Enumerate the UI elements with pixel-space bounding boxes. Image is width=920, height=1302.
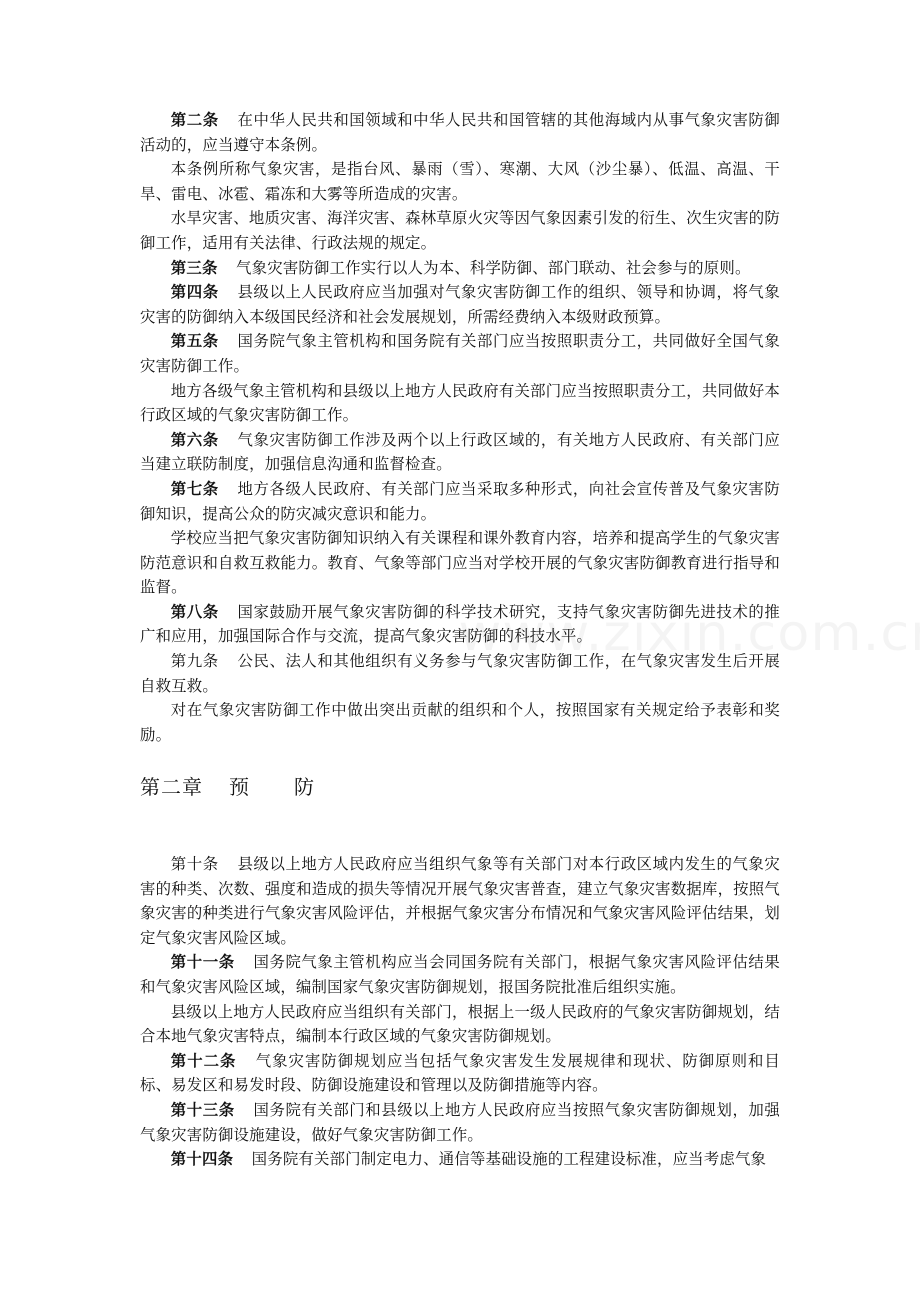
paragraph xyxy=(140,379,780,428)
article-text: 国务院有关部门和县级以上地方人民政府应当按照气象灾害防御规划，加强气象灾害防御设施建设，做好气象灾害防御工作。 xyxy=(140,1100,780,1144)
paragraph xyxy=(140,1098,780,1147)
paragraph xyxy=(140,1000,780,1049)
paragraph xyxy=(140,428,780,477)
paragraph xyxy=(140,649,780,698)
article-label: 第三条 xyxy=(170,258,218,277)
article-text: 水旱灾害、地质灾害、海洋灾害、森林草原火灾等因气象因素引发的衍生、次生灾害的防御工作，适用有关法律、行政法规的规定。 xyxy=(140,209,780,252)
article-label: 第六条 xyxy=(170,430,219,449)
chapter-title-char: 预 xyxy=(229,775,250,799)
paragraph xyxy=(140,698,780,747)
paragraph xyxy=(140,477,780,526)
article-label: 第十二条 xyxy=(170,1051,237,1070)
paragraph xyxy=(140,329,780,378)
article-label: 第十一条 xyxy=(170,953,235,972)
article-label: 第二条 xyxy=(170,111,219,129)
paragraph xyxy=(140,1049,780,1098)
article-label: 第四条 xyxy=(170,283,219,302)
article-label: 第五条 xyxy=(170,332,219,351)
article-text: 国务院气象主管机构和国务院有关部门应当按照职责分工，共同做好全国气象灾害防御工作。 xyxy=(140,332,780,375)
paragraph xyxy=(140,1147,780,1172)
article-label: 第八条 xyxy=(170,602,219,621)
article-text: 县级以上人民政府应当加强对气象灾害防御工作的组织、领导和协调，将气象灾害的防御纳入本级国民经济和社会发展规划，所需经费纳入本级财政预算。 xyxy=(140,283,780,326)
article-text: 公民、法人和其他组织有义务参与气象灾害防御工作，在气象灾害发生后开展自救互救。 xyxy=(140,652,780,695)
section-general-provisions xyxy=(140,108,780,747)
article-label: 第七条 xyxy=(170,479,219,498)
chapter-title-char: 防 xyxy=(294,775,315,799)
paragraph xyxy=(140,206,780,255)
article-text: 地方各级气象主管机构和县级以上地方人民政府有关部门应当按照职责分工，共同做好本行政区域的气象灾害防御工作。 xyxy=(140,381,780,425)
article-label: 第十三条 xyxy=(170,1100,235,1119)
paragraph xyxy=(140,852,780,950)
article-label: 第十条 xyxy=(170,855,219,873)
paragraph xyxy=(140,157,780,206)
article-text: 对在气象灾害防御工作中做出突出贡献的组织和个人，按照国家有关规定给予表彰和奖励。 xyxy=(140,701,780,744)
paragraph xyxy=(140,108,780,157)
paragraph xyxy=(140,950,780,999)
article-text: 国家鼓励开展气象灾害防御的科学技术研究，支持气象灾害防御先进技术的推广和应用，加强国际合作与交流，提高气象灾害防御的科技水平。 xyxy=(140,602,780,646)
article-text: 气象灾害防御规划应当包括气象灾害发生发展规律和现状、防御原则和目标、易发区和易发时段、防御设施建设和管理以及防御措施等内容。 xyxy=(140,1051,780,1095)
article-text: 本条例所称气象灾害，是指台风、暴雨（雪）、寒潮、大风（沙尘暴）、低温、高温、干旱、雷电、冰雹、霜冻和大雾等所造成的灾害。 xyxy=(140,160,780,203)
article-text: 地方各级人民政府、有关部门应当采取多种形式，向社会宣传普及气象灾害防御知识，提高公众的防灾减灾意识和能力。 xyxy=(140,479,780,523)
paragraph xyxy=(140,600,780,649)
chapter-heading xyxy=(140,772,315,802)
article-text: 县级以上地方人民政府应当组织有关部门，根据上一级人民政府的气象灾害防御规划，结合本地气象灾害特点，编制本行政区域的气象灾害防御规划。 xyxy=(140,1002,780,1046)
paragraph xyxy=(140,526,780,600)
article-text: 在中华人民共和国领域和中华人民共和国管辖的其他海域内从事气象灾害防御活动的，应当遵守本条例。 xyxy=(140,111,780,154)
paragraph xyxy=(140,256,780,281)
chapter-number: 第二章 xyxy=(140,775,203,799)
article-text: 国务院气象主管机构应当会同国务院有关部门，根据气象灾害风险评估结果和气象灾害风险区域，编制国家气象灾害防御规划，报国务院批准后组织实施。 xyxy=(140,953,780,996)
article-label: 第十四条 xyxy=(170,1150,234,1169)
paragraph xyxy=(140,280,780,329)
article-text: 县级以上地方人民政府应当组织气象等有关部门对本行政区域内发生的气象灾害的种类、次数、强度和造成的损失等情况开展气象灾害普查，建立气象灾害数据库，按照气象灾害的种类进行气象灾害风险评估，并根据气象灾害分布情况和气象灾害风险评估结果，划定气象灾害风险区域。 xyxy=(140,855,780,947)
article-text: 气象灾害防御工作实行以人为本、科学防御、部门联动、社会参与的原则。 xyxy=(236,258,751,277)
article-text: 国务院有关部门制定电力、通信等基础设施的工程建设标准，应当考虑气象 xyxy=(251,1150,767,1169)
article-text: 气象灾害防御工作涉及两个以上行政区域的，有关地方人民政府、有关部门应当建立联防制度，加强信息沟通和监督检查。 xyxy=(140,430,780,474)
article-label: 第九条 xyxy=(170,652,219,671)
section-prevention xyxy=(140,852,780,1172)
article-text: 学校应当把气象灾害防御知识纳入有关课程和课外教育内容，培养和提高学生的气象灾害防范意识和自救互救能力。教育、气象等部门应当对学校开展的气象灾害防御教育进行指导和监督。 xyxy=(140,529,780,597)
